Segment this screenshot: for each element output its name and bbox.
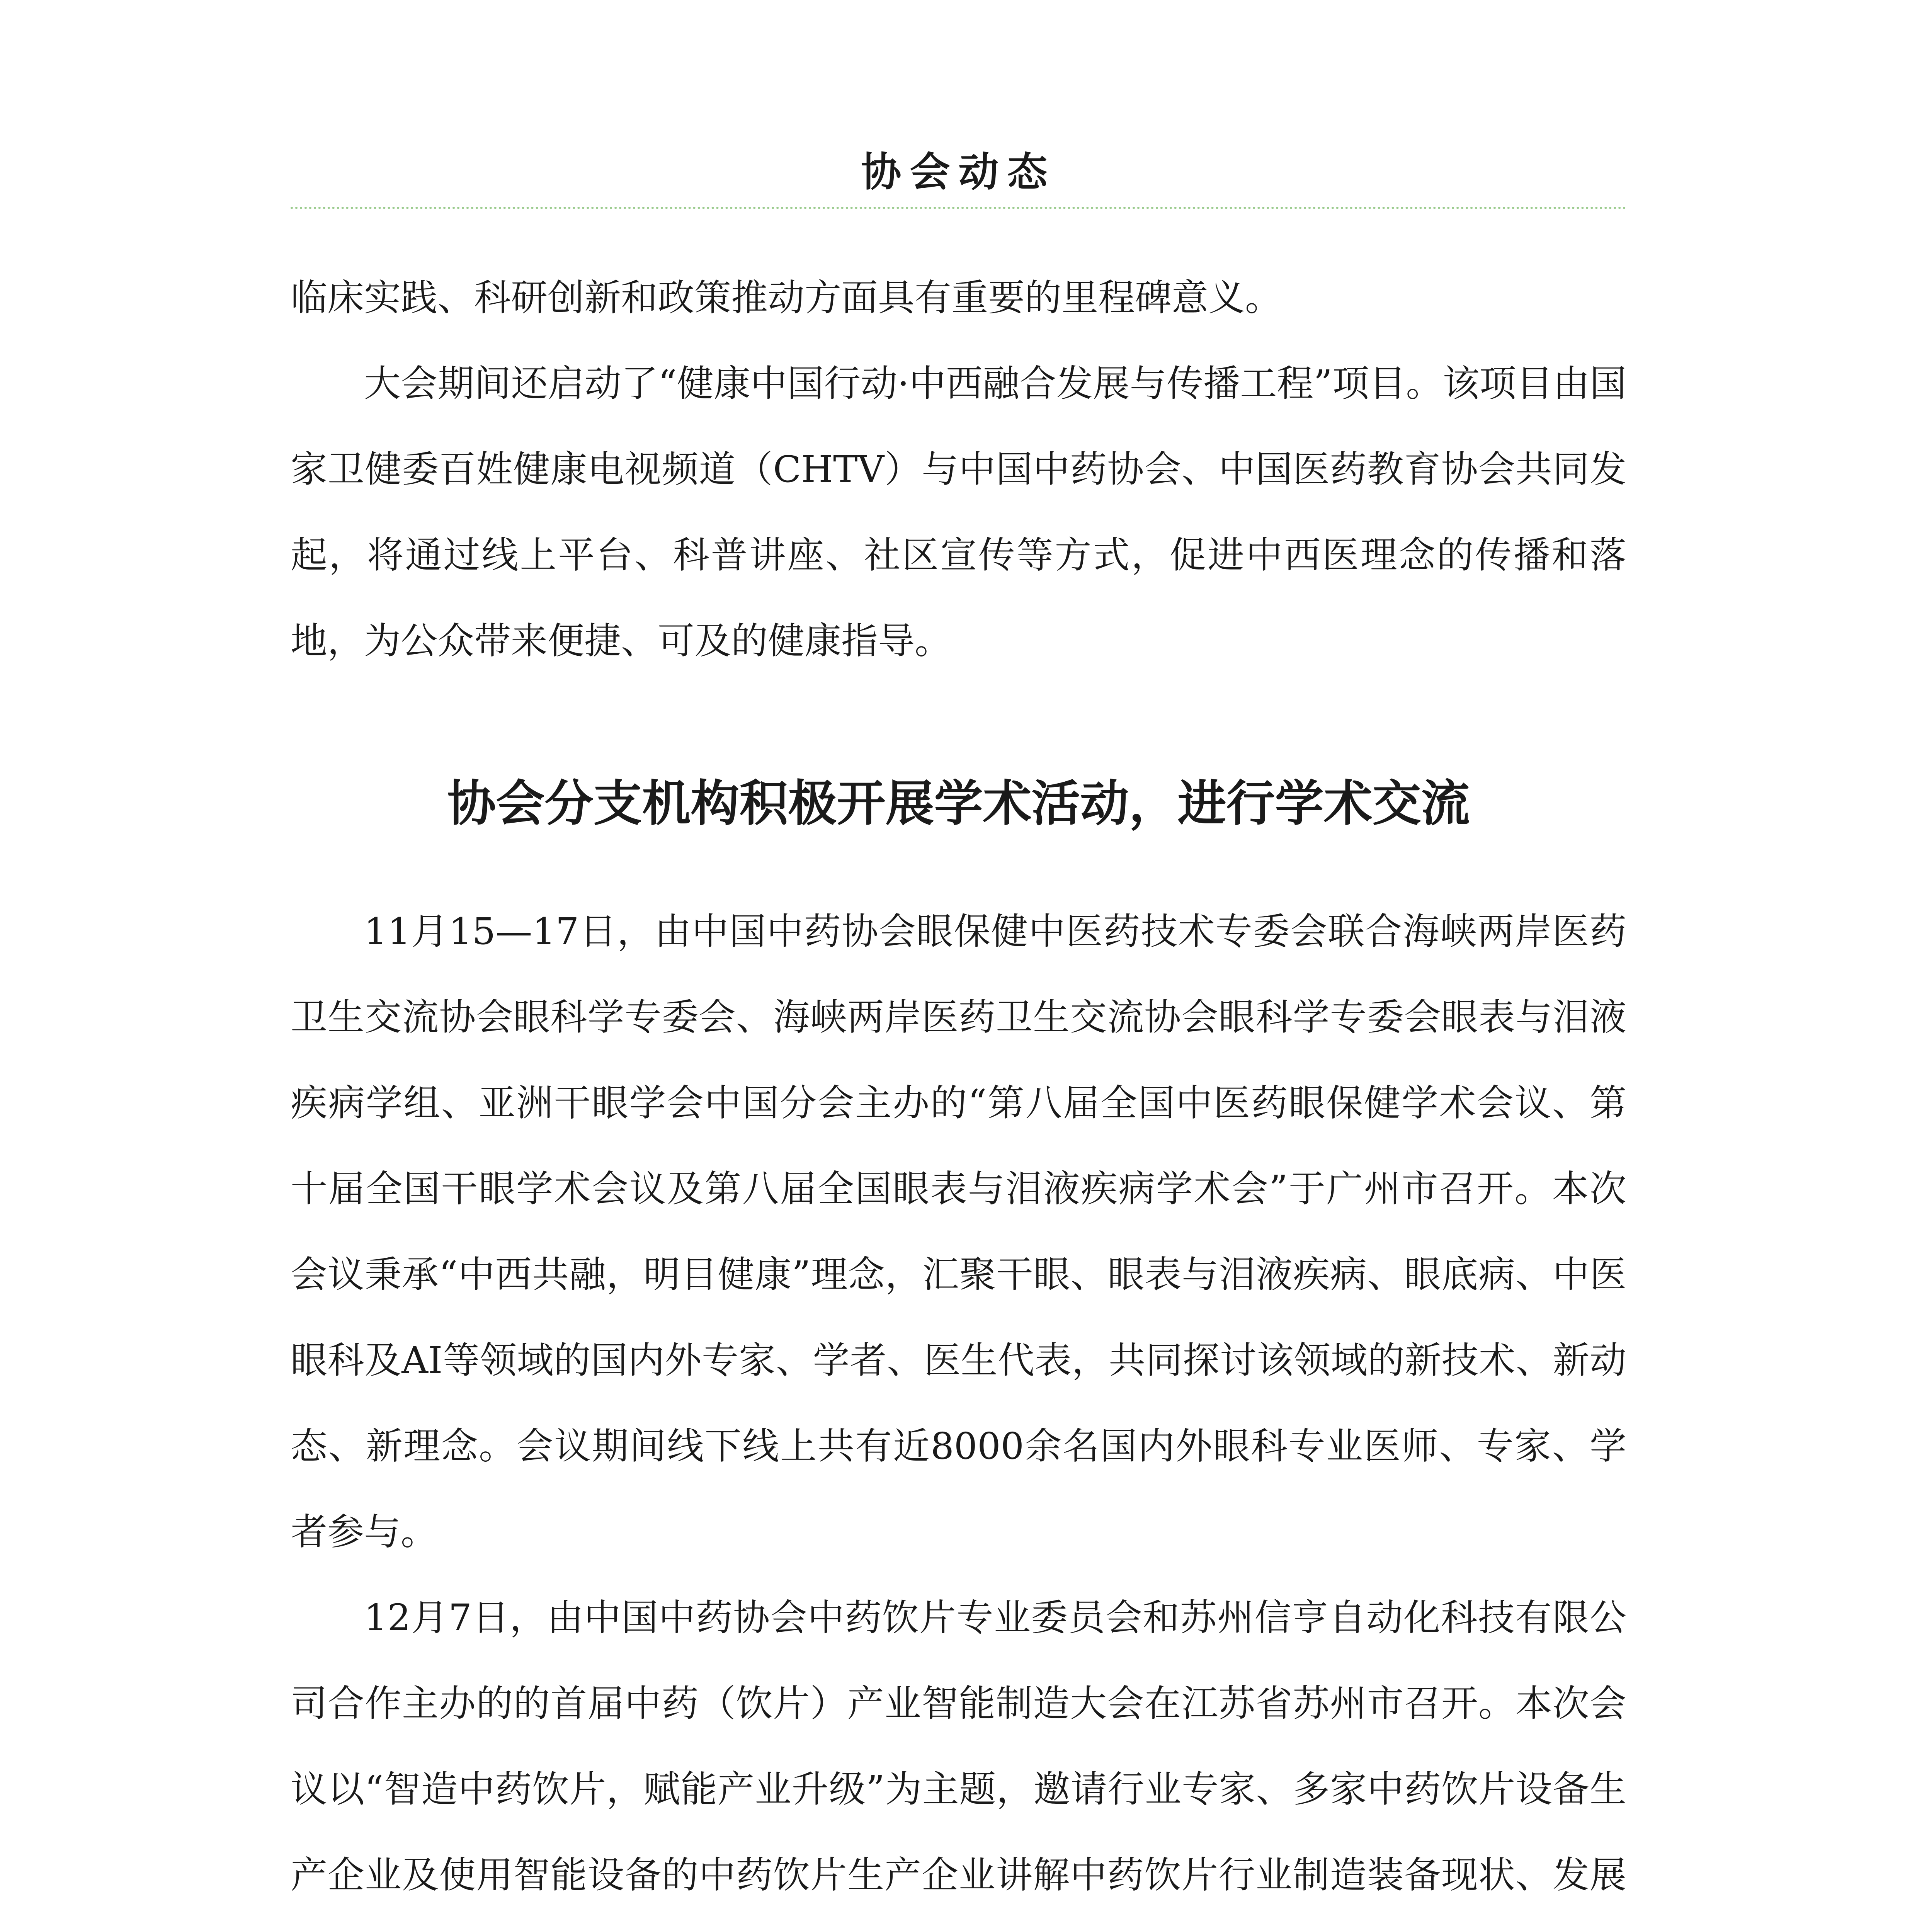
section-heading-branch-activities: 协会分支机构积极开展学术活动，进行学术交流 [447, 775, 1470, 832]
running-header-title: 协会动态 [861, 148, 1056, 196]
header-divider [291, 207, 1626, 209]
paragraph-campaign-launch: 大会期间还启动了“健康中国行动·中西融合发展与传播工程”项目。该项目由国家卫健委百姓健康电视频道（CHTV）与中国中药协会、中国医药教育协会共同发起，将通过线上平台、科普讲座、社区宣传等方式，促进中西医理念的传播和落地，为公众带来便捷、可及的健康指导。 [291, 362, 1626, 662]
paragraph-continuation: 临床实践、科研创新和政策推动方面具有重要的里程碑意义。 [291, 277, 1282, 319]
paragraph-eye-care-conference: 11月15—17日，由中国中药协会眼保健中医药技术专委会联合海峡两岸医药卫生交流协会眼科学专委会、海峡两岸医药卫生交流协会眼科学专委会眼表与泪液疾病学组、亚洲干眼学会中国分会主办的“第八届全国中医药眼保健学术会议、第十届全国干眼学术会议及第八届全国眼表与泪液疾病学术会”于广州市召开。本次会议秉承“中西共融，明目健康”理念，汇聚干眼、眼表与泪液疾病、眼底病、中医眼科及AI等领域的国内外专家、学者、医生代表，共同探讨该领域的新技术、新动态、新理念。会议期间线下线上共有近8000余名国内外眼科专业医师、专家、学者参与。 [291, 910, 1626, 1553]
paragraph-decoction-pieces-conference: 12月7日，由中国中药协会中药饮片专业委员会和苏州信亨自动化科技有限公司合作主办的的首届中药（饮片）产业智能制造大会在江苏省苏州市召开。本次会议以“智造中药饮片，赋能产业升级”为主题，邀请行业专家、多家中药饮片设备生产企业及使用智能设备的中药饮片生产企业讲解中药饮片行业制造装备现状、发展 [291, 1597, 1626, 1896]
